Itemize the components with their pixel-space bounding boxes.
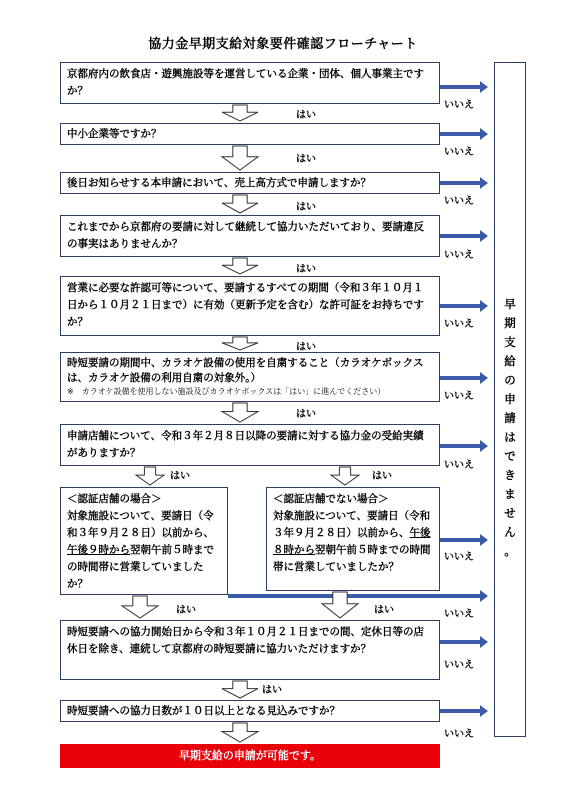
question-8a-heading: ＜認証店舗の場合＞ [67,493,162,505]
not-eligible-char: 期 [504,316,516,330]
no-arrow [440,705,488,717]
not-eligible-char: せ [504,506,516,520]
not-eligible-char: で [504,449,516,463]
yes-arrow [222,403,258,422]
question-8b-text-pre: 対象施設について、要請日（令和３年９月２８日）以前から、 [273,510,431,539]
question-8a-text-post: 翌朝午前５時までの時間帯に営業していましたか？ [67,544,214,590]
yes-arrow [222,105,258,121]
question-6-text: 時短要請の期間中、カラオケ設備の使用を自粛すること（カラオケボックスは、カラオケ設備の利用自粛の対象外。） [67,357,424,384]
yes-label: はい [296,409,316,420]
not-eligible-char: 支 [504,335,516,349]
no-arrow [228,590,488,602]
no-label: いいえ [444,319,474,330]
not-eligible-char: ま [504,487,516,501]
question-2-text: 中小企業等ですか？ [67,128,162,140]
no-label: いいえ [444,660,474,671]
yes-arrow [222,723,258,742]
yes-label: はい [296,342,316,353]
yes-label: はい [262,685,282,696]
not-eligible-char: 請 [504,411,516,425]
not-eligible-char: ん [504,525,516,539]
no-arrow [440,300,488,312]
question-8b-underlined: 午後８時から [273,527,431,556]
not-eligible-char: の [504,373,516,387]
yes-arrow [136,467,164,485]
no-arrow [440,128,488,140]
yes-arrow [222,681,258,698]
question-8b-text-post: 翌朝午前５時までの時間帯に営業していましたか？ [273,544,431,573]
not-eligible-char: 早 [504,297,516,311]
question-10-text: 時短要請への協力日数が１０日以上となる見込みですか？ [67,705,340,717]
not-eligible-char: き [504,468,516,482]
yes-label: はい [374,605,394,616]
question-8b-heading: ＜認証店舗でない場合＞ [273,493,389,505]
no-arrow [440,534,488,546]
not-eligible-char: 申 [504,392,516,406]
yes-arrow [222,146,258,170]
yes-label: はい [296,264,316,275]
no-label: いいえ [444,147,474,158]
no-arrow [440,440,488,452]
yes-arrow [122,596,158,618]
yes-label: はい [296,202,316,213]
yes-label: はい [176,605,196,616]
no-label: いいえ [444,250,474,261]
not-eligible-char: は [504,430,516,444]
question-8a-text-pre: 対象施設について、要請日（令和３年９月２８日）以前から、 [67,510,214,539]
no-label: いいえ [444,196,474,207]
question-5-text: 営業に必要な許認可等について、要請するすべての期間（令和３年１０月１日から１０月２１日まで）に有効（更新予定を含む）な許可証をお持ちですか？ [67,282,424,328]
eligible-result-box: 早期支給の申請が可能です。 [60,744,440,768]
yes-arrow [222,195,258,213]
yes-label: はい [296,154,316,165]
yes-label: はい [170,471,190,482]
question-6-note: ※ カラオケ設備を使用しない施設及びカラオケボックスは「はい」に進んでください） [67,387,386,396]
no-label: いいえ [444,729,474,740]
question-7-text: 申請店舗について、令和３年２月８日以降の要請に対する協力金の受給実績がありますか？ [67,430,424,459]
yes-arrow [331,467,359,485]
question-3-text: 後日お知らせする本申請において、売上高方式で申請しますか？ [67,177,371,189]
yes-arrow [222,337,258,350]
yes-label: はい [372,471,392,482]
question-9-text: 時短要請への協力開始日から令和３年１０月２１日までの間、定休日等の店休日を除き、連続して京都府の時短要請に協力いただけますか？ [67,626,424,655]
no-label: いいえ [444,100,474,111]
no-label: いいえ [444,552,474,563]
no-arrow [440,177,488,189]
no-label: いいえ [444,391,474,402]
no-arrow [440,372,488,384]
no-label: いいえ [444,609,474,620]
page-title: 協力金早期支給対象要件確認フローチャート [148,37,418,52]
yes-label: はい [296,110,316,121]
not-eligible-char: 給 [504,354,516,368]
no-arrow [440,230,488,242]
question-8a-underlined: 午後９時から [67,544,130,556]
no-label: いいえ [444,460,474,471]
not-eligible-char: 。 [504,544,516,558]
no-arrow [440,636,488,648]
question-4-text: これまでから京都府の要請に対して継続して協力いただいており、要請違反の事実はありませんか？ [67,221,424,250]
no-arrow [440,81,488,93]
question-1-text: 京都府内の飲食店・遊興施設等を運営している企業・団体、個人事業主ですか？ [67,68,424,97]
yes-arrow [222,258,258,274]
